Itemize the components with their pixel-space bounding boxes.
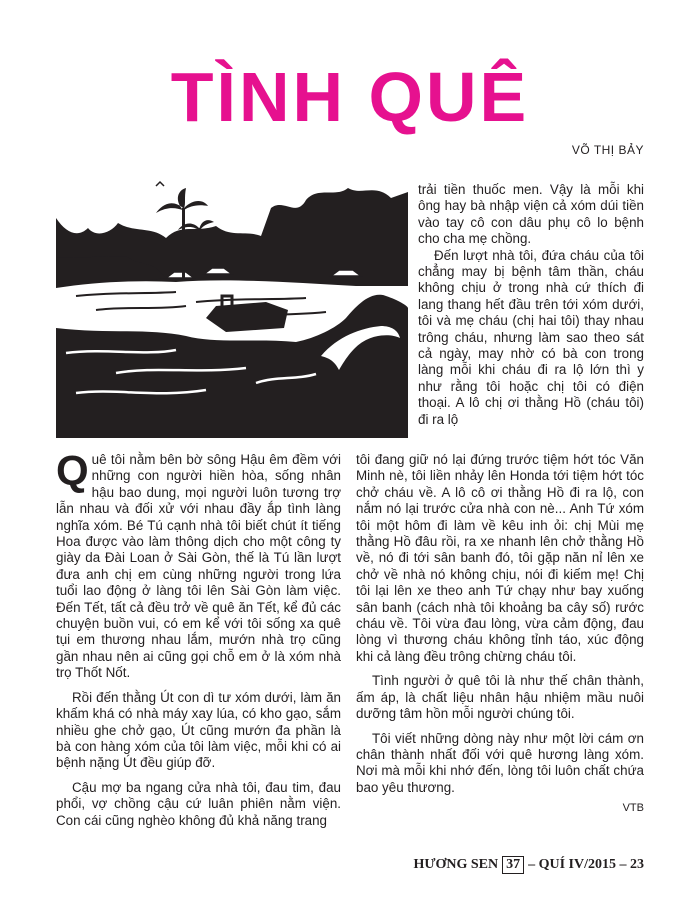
author-signature: VTB xyxy=(622,802,644,815)
bird-icon xyxy=(156,182,164,186)
paragraph: Tôi viết những dòng này như một lời cám ơn chân thành nhất đối với quê hương làng xóm. Nơi mà mỗi khi nhớ đến, lòng tôi luôn chất chứa bao yêu thương. xyxy=(356,730,644,795)
paragraph: Rồi đến thằng Út con dì tư xóm dưới, làm ăn khấm khá có nhà máy xay lúa, có kho gạo, sắm nhiều ghe chở gạo, Út cũng mướn đa phần là bà con hàng xóm của tôi làm việc, mỗi khi có ai bệnh nặng Út đều giúp đỡ. xyxy=(56,689,341,771)
paragraph: Cậu mợ ba ngang cửa nhà tôi, đau tim, đau phổi, vợ chồng cậu cứ luân phiên nằm viện. Con cái cũng nghèo không đủ khả năng trang xyxy=(56,779,341,828)
issue-number-box: 37 xyxy=(502,856,524,874)
paragraph: Tình người ở quê tôi là như thế chân thành, ấm áp, là chất liệu nhân hậu nhiệm mầu nuôi dưỡng tâm hồn mỗi người chúng tôi. xyxy=(356,673,644,722)
article-title: TÌNH QUÊ xyxy=(170,58,530,136)
text-column-right xyxy=(418,182,644,428)
text-column-left xyxy=(56,447,341,829)
paragraph-body: uê tôi nằm bên bờ sông Hậu êm đềm với những con người hiền hòa, sống nhân hậu bao dung, mọi người luôn tương trợ lẫn nhau và đối xử với nhau đầy ắp tình làng nghĩa xóm. Bé Tú cạnh nhà tôi biết chút ít tiếng Hoa được vào làm thông dịch cho một công ty giày da Đài Loan ở Sài Gòn, thế là Tú lần lượt đưa anh chị em cùng những người trong lứa tuổi lao động ở làng tôi lên Sài Gòn làm việc. Đến Tết, tất cả đều trở về quê ăn Tết, kể đủ các chuyện buồn vui, có em kể với tôi sống xa quê tụi em thương nhau lắm, mướn nhà trọ cũng gần nhau nên ai cũng gọi chỗ em ở là xóm nhà trọ Thốt Nốt. xyxy=(56,452,341,681)
boat xyxy=(206,302,288,332)
paragraph-continued: tôi đang giữ nó lại đứng trước tiệm hớt tóc Văn Minh nè, tôi liền nhảy lên Honda tới tiệm hớt tóc chở cháu về. A lô cô ơi thằng Hồ đi ra lộ, con nắm nó lại trước cửa nhà con nè... Anh Tứ xóm tôi một hôm đi làm về kêu inh ỏi: chị Mùi mẹ thằng Hồ đâu rồi, ra xe nhanh lên chở thằng Hồ về, nó đi tới sân banh đó, tôi gặp năn nỉ lên xe chở về nhà nó không chịu, nói đi kiếm mẹ! Chị tôi lại lên xe theo anh Tứ chạy như bay xuống sân banh (cách nhà tôi khoảng ba cây số) rước cháu về. Tôi vừa đau lòng, vừa cảm động, đau lòng vì thương cháu không tỉnh táo, xúc động khi cả làng đều trông chừng cháu tôi. xyxy=(356,452,644,664)
drop-cap: Q xyxy=(56,447,89,494)
paragraph-opening xyxy=(56,447,341,682)
page-footer xyxy=(413,856,644,874)
issue-info: – QUÍ IV/2015 – 23 xyxy=(528,857,644,872)
paragraph-continued: trải tiền thuốc men. Vậy là mỗi khi ông hay bà nhập viện cả xóm dúi tiền vào tay cô con dâu phụ cô lo bệnh cho cha mẹ chồng. xyxy=(418,182,644,247)
text-column-middle xyxy=(356,452,644,817)
article-author: VÕ THỊ BẢY xyxy=(571,143,644,157)
magazine-name: HƯƠNG SEN xyxy=(413,857,499,872)
paragraph: Đến lượt nhà tôi, đứa cháu của tôi chẳng may bị bệnh tâm thần, cháu không chịu ở trong nhà cứ thích đi lang thang hết đầu trên tới xóm dưới, tôi và mẹ cháu (chị hai tôi) thay nhau trông cháu, nhưng làm sao theo sát cả ngày, may nhờ có bà con trong làng mỗi khi cháu đi ra lộ lớn thì y như rằng tôi hoặc chị tôi có điện thoại. A lô chị ơi thằng Hồ (cháu tôi) đi ra lộ xyxy=(418,247,644,427)
riverside-village-illustration xyxy=(56,178,408,438)
